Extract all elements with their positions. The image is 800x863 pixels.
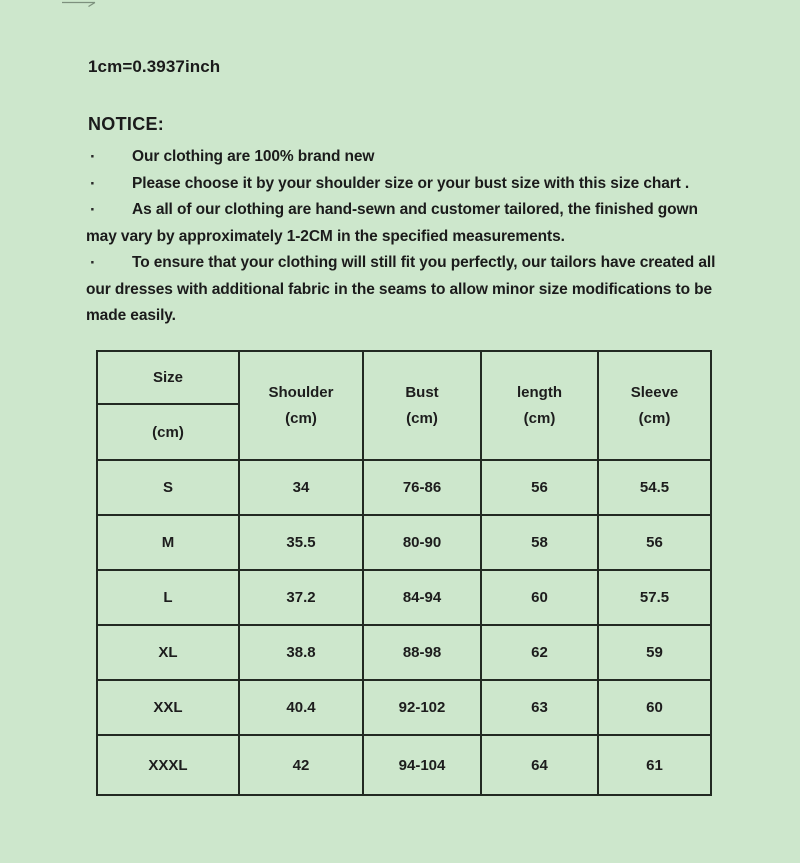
header-length: [481, 351, 598, 460]
header-sleeve: [598, 351, 711, 460]
notice-line: As all of our clothing are hand-sewn and customer tailored, the finished gown: [132, 201, 698, 218]
header-size-label: Size: [97, 351, 239, 404]
bust-cell: 88-98: [363, 625, 481, 680]
size-chart-table: [96, 350, 712, 796]
bust-cell: 92-102: [363, 680, 481, 735]
length-cell: 62: [481, 625, 598, 680]
notice-item: [86, 144, 715, 171]
table-row: [97, 735, 711, 795]
header-bust-unit: (cm): [406, 409, 438, 427]
notice-item: [86, 171, 715, 198]
bust-cell: 76-86: [363, 460, 481, 515]
table-row: [97, 570, 711, 625]
table-row: [97, 460, 711, 515]
sleeve-cell: 54.5: [598, 460, 711, 515]
size-cell: M: [97, 515, 239, 570]
bust-cell: 80-90: [363, 515, 481, 570]
notice-item: [86, 250, 715, 330]
notice-line: Our clothing are 100% brand new: [132, 148, 375, 165]
length-cell: 60: [481, 570, 598, 625]
header-shoulder-label: Shoulder: [268, 383, 334, 401]
header-shoulder: [239, 351, 363, 460]
header-length-label: length: [517, 383, 562, 401]
bullet-dot-icon: ·: [90, 173, 96, 193]
notice-line: may vary by approximately 1-2CM in the specified measurements.: [86, 227, 565, 245]
size-cell: XXL: [97, 680, 239, 735]
notice-line: Please choose it by your shoulder size or your bust size with this size chart .: [132, 174, 690, 192]
notice-list: [86, 144, 715, 330]
notice-line: our dresses with additional fabric in the seams to allow minor size modifications to be: [86, 280, 713, 298]
shoulder-cell: 34: [239, 460, 363, 515]
size-cell: S: [97, 460, 239, 515]
shoulder-cell: 42: [239, 735, 363, 795]
bullet-dot-icon: ·: [90, 253, 96, 272]
header-length-unit: (cm): [523, 409, 556, 427]
header-sleeve-label: Sleeve: [630, 383, 679, 401]
length-cell: 58: [481, 515, 598, 570]
header-bust-label: Bust: [405, 383, 439, 401]
notice-heading: NOTICE:: [88, 114, 165, 134]
header-sleeve-unit: (cm): [638, 409, 671, 427]
sleeve-cell: 59: [598, 625, 711, 680]
table-row: [97, 625, 711, 680]
sleeve-cell: 56: [598, 515, 711, 570]
shoulder-cell: 38.8: [239, 625, 363, 680]
table-row: [97, 680, 711, 735]
sleeve-cell: 60: [598, 680, 711, 735]
header-bust: [363, 351, 481, 460]
sleeve-cell: 57.5: [598, 570, 711, 625]
size-cell: XXXL: [97, 735, 239, 795]
unit-conversion-note: 1cm=0.3937inch: [88, 57, 221, 76]
bullet-dot-icon: ·: [90, 200, 96, 219]
size-cell: XL: [97, 625, 239, 680]
header-size-unit: (cm): [97, 404, 239, 460]
sleeve-cell: 61: [598, 735, 711, 795]
shoulder-cell: 37.2: [239, 570, 363, 625]
bullet-dot-icon: ·: [90, 147, 96, 166]
cropped-arrow-line-icon: [62, 0, 102, 8]
notice-item: [86, 197, 715, 250]
length-cell: 56: [481, 460, 598, 515]
table-row: [97, 515, 711, 570]
notice-line: made easily.: [86, 307, 176, 324]
header-shoulder-unit: (cm): [285, 409, 317, 427]
bust-cell: 84-94: [363, 570, 481, 625]
shoulder-cell: 35.5: [239, 515, 363, 570]
shoulder-cell: 40.4: [239, 680, 363, 735]
size-cell: L: [97, 570, 239, 625]
length-cell: 64: [481, 735, 598, 795]
bust-cell: 94-104: [363, 735, 481, 795]
notice-line: To ensure that your clothing will still fit you perfectly, our tailors have created all: [132, 254, 716, 271]
length-cell: 63: [481, 680, 598, 735]
